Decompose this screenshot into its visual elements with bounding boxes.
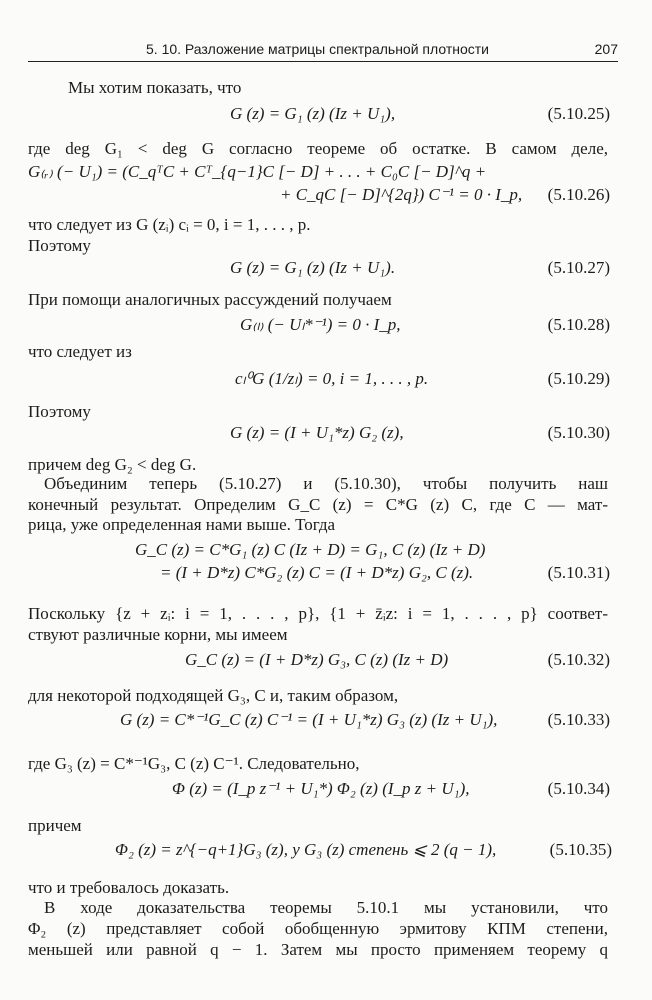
equation-number: (5.10.30) [547,423,610,442]
equation-number: (5.10.33) [547,710,610,729]
text-line: причем deg G₂ < deg G. [28,455,197,474]
text-line: Мы хотим показать, что [68,78,242,97]
text-line: где deg G₁ < deg G согласно теореме об остатке. В самом деле, [28,139,608,158]
text-line: где G₃ (z) = C*⁻¹G₃, C (z) C⁻¹. Следовательно, [28,754,360,773]
header-rule [28,61,618,62]
text-line: Поэтому [28,236,91,255]
text-line: Поэтому [28,402,91,421]
text-line: При помощи аналогичных рассуждений получаем [28,290,392,309]
text-line: Φ₂ (z) представляет собой обобщенную эрмитову КПМ степени, [28,919,608,938]
equation-5-10-31-line2: = (I + D*z) C*G₂ (z) C = (I + D*z) G₂, C (z). [160,563,474,582]
equation-number: (5.10.34) [547,779,610,798]
text-line: рица, уже определенная нами выше. Тогда [28,515,336,534]
equation-number: (5.10.35) [549,840,612,859]
text-line: В ходе доказательства теоремы 5.10.1 мы установили, что [44,898,608,917]
text-line: причем [28,816,82,835]
equation-5-10-32: G_C (z) = (I + D*z) G₃, C (z) (Iz + D) [185,650,449,669]
equation-5-10-35: Φ₂ (z) = z^{−q+1}G₃ (z), у G₃ (z) степень ⩽ 2 (q − 1), [115,840,497,859]
equation-number: (5.10.32) [547,650,610,669]
section-title: 5. 10. Разложение матрицы спектральной плотности [146,41,489,57]
equation-5-10-30: G (z) = (I + U₁*z) G₂ (z), [230,423,404,442]
equation-5-10-33: G (z) = C*⁻¹G_C (z) C⁻¹ = (I + U₁*z) G₃ (z) (Iz + U₁), [120,710,498,729]
text-line: меньшей или равной q − 1. Затем мы просто применяем теорему q [28,940,608,959]
equation-number: (5.10.26) [547,185,610,204]
equation-number: (5.10.28) [547,315,610,334]
text-line: конечный результат. Определим G_C (z) = C*G (z) C, где C — мат- [28,495,608,514]
page-number: 207 [594,41,618,57]
equation-5-10-25: G (z) = G₁ (z) (Iz + U₁), [230,104,396,123]
text-line: что следует из [28,342,132,361]
equation-number: (5.10.31) [547,563,610,582]
equation-5-10-26-line1: G₍ᵣ₎ (− U₁) = (C_qᵀC + Cᵀ_{q−1}C [− D] + . . . + C₀C [− D]^q + [28,162,487,181]
text-line: что и требовалось доказать. [28,878,230,897]
equation-5-10-28: G₍ₗ₎ (− Uₗ*⁻¹) = 0 · I_p, [240,315,401,334]
equation-number: (5.10.25) [547,104,610,123]
text-line: Объединим теперь (5.10.27) и (5.10.30), чтобы получить наш [44,474,608,493]
text-line: ствуют различные корни, мы имеем [28,625,288,644]
text-line: что следует из G (zᵢ) cᵢ = 0, i = 1, . . . , p. [28,215,311,234]
equation-5-10-27: G (z) = G₁ (z) (Iz + U₁). [230,258,396,277]
equation-number: (5.10.29) [547,369,610,388]
equation-5-10-26-line2: + C_qC [− D]^{2q}) C⁻¹ = 0 · I_p, [280,185,523,204]
running-header [28,38,618,62]
equation-5-10-34: Φ (z) = (I_p z⁻¹ + U₁*) Φ₂ (z) (I_p z + U₁), [172,779,470,798]
equation-5-10-31-line1: G_C (z) = C*G₁ (z) C (Iz + D) = G₁, C (z) (Iz + D) [135,540,486,559]
text-line: Поскольку {z + zᵢ: i = 1, . . . , p}, {1 + z̄ᵢz: i = 1, . . . , p} соответ- [28,604,608,623]
text-line: для некоторой подходящей G₃, C и, таким образом, [28,686,399,705]
equation-number: (5.10.27) [547,258,610,277]
equation-5-10-29: cₗ⁰G (1/zₗ) = 0, i = 1, . . . , p. [235,369,429,388]
